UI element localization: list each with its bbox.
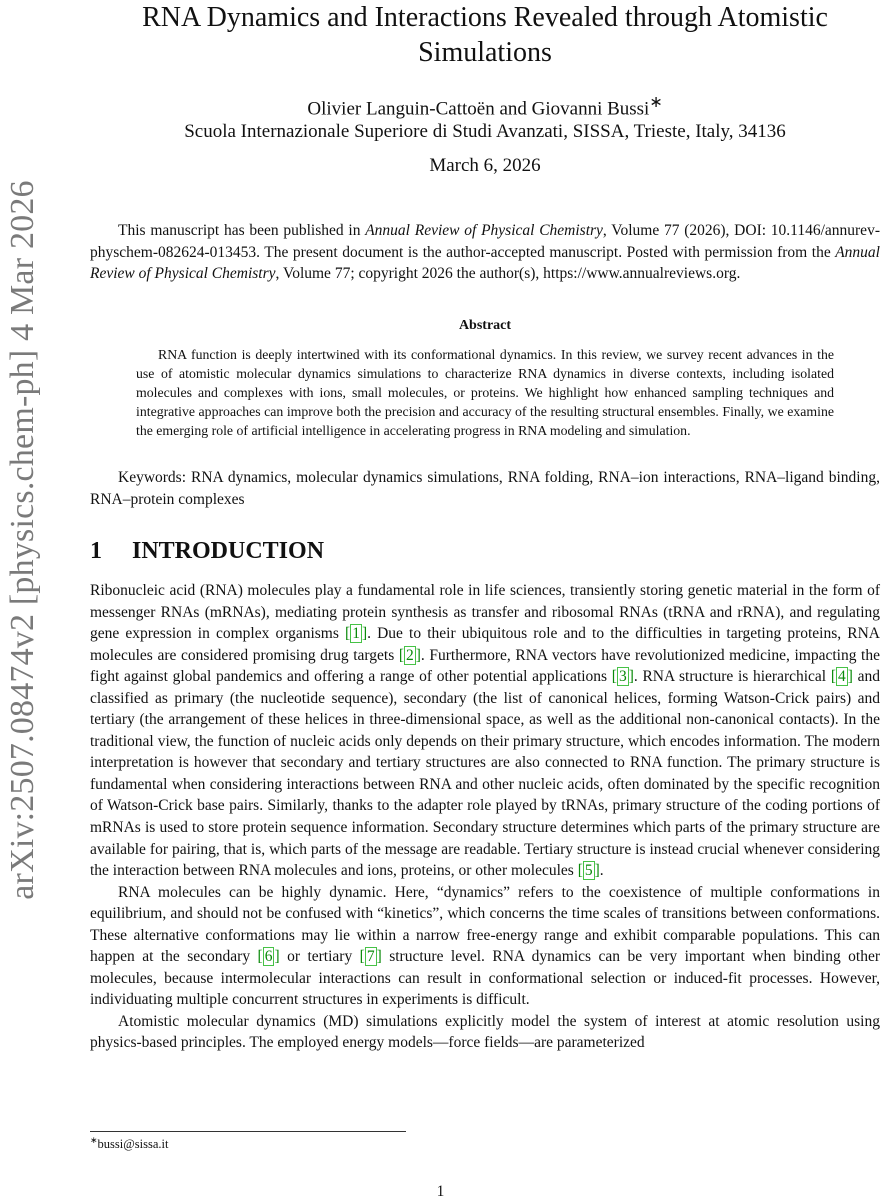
author-block [90,91,880,143]
author-footnote-mark: ∗ [649,94,663,111]
arxiv-side-stamp [0,160,46,920]
arxiv-identifier: arXiv:2507.08474v2 [physics.chem-ph] 4 Mar 2026 [4,180,41,900]
citation-link[interactable]: 3 [618,668,627,686]
footnote-email: bussi@sissa.it [97,1137,169,1152]
body-text [90,580,880,1054]
paragraph: Atomistic molecular dynamics (MD) simulations explicitly model the system of interest at atomic resolution using physics-based principles. The employed energy models—force fields—are parameterized [90,1012,880,1052]
citation-link[interactable]: 7 [366,948,375,966]
section-title: INTRODUCTION [132,538,325,564]
section-heading [90,538,324,565]
citation-link[interactable]: 4 [837,668,846,686]
author-names: Olivier Languin-Cattoën and Giovanni Bussi∗ [307,94,663,120]
footnote-divider [90,1131,406,1132]
keywords: Keywords: RNA dynamics, molecular dynamics simulations, RNA folding, RNA–ion interactions, RNA–ligand binding, RNA–protein complexes [90,469,880,508]
citation-link[interactable]: 2 [406,646,414,664]
citation-link[interactable]: 6 [264,948,273,966]
abstract-text: RNA function is deeply intertwined with its conformational dynamics. In this review, we survey recent advances in the use of atomistic molecular dynamics simulations to characterize RNA dynamics in diverse contexts, including isolated molecules and complexes with ions, small molecules, or proteins. We highlight how enhanced sampling techniques and integrative approaches can improve both the precision and accuracy of the resulting structural ensembles. Finally, we examine the emerging role of artificial intelligence in accelerating progress in RNA modeling and simulation. [136,347,834,438]
footnote [90,1135,168,1152]
journal-name: Annual Review of Physical Chemistry [90,243,880,282]
footnote-mark: ∗ [90,1135,98,1145]
paragraph: RNA molecules can be highly dynamic. Here, “dynamics” refers to the coexistence of multiple conformations in equilibrium, and should not be confused with “kinetics”, which concerns the time scales of transitions between conformations. These alternative conformations may lie within a narrow free-energy range and exhibit comparable populations. This can happen at the secondary [ 6 ] or tertiary [ 7 ] structure level. RNA dynamics can be very important when binding other molecules, because intermolecular interactions can result in conformational selection or induced-fit processes. However, individuating multiple concurrent structures in experiments is difficult. [90,883,880,1009]
affiliation: Scuola Internazionale Superiore di Studi Avanzati, SISSA, Trieste, Italy, 34136 [184,121,786,143]
citation-link[interactable]: 1 [352,625,360,643]
publication-date: March 6, 2026 [429,155,541,176]
paper-title: RNA Dynamics and Interactions Revealed through Atomistic Simulations [142,2,828,68]
paragraph: Ribonucleic acid (RNA) molecules play a fundamental role in life sciences, transiently storing genetic material in the form of messenger RNAs (mRNAs), mediating protein synthesis as transfer and ribosomal RNAs (tRNA and rRNA), and regulating gene expression in complex organisms [ 1 ]. Due to their ubiquitous role and to the difficulties in targeting proteins, RNA molecules are considered promising drug targets [ 2 ]. Furthermore, RNA vectors have revolutionized medicine, impacting the fight against global pandemics and offering a range of other potential applications [ 3 ]. RNA structure is hierarchical [ 4 ] and classified as primary (the nucleotide sequence), secondary (the list of canonical helices, forming Watson-Crick pairs) and tertiary (the arrangement of these helices in three-dimensional space, as well as the additional non-canonical contacts). In the traditional view, the function of nucleic acids only depends on their primary structure, which encodes information. The modern interpretation is however that secondary and tertiary structures are also connected to RNA function. The primary structure is fundamental when considering interactions between RNA and other nucleic acids, often dominated by the specific recognition of Watson-Crick base pairs. Similarly, thanks to the adapter role played by tRNAs, primary structure of the coding portions of mRNAs is used to store protein sequence information. Secondary structure determines which parts of the primary structure are available for pairing, that is, which parts of the message are readable. Tertiary structure is instead crucial whenever considering the interaction between RNA molecules and ions, proteins, or other molecules [ 5 ]. [90,582,880,880]
publication-notice: This manuscript has been published in Annual Review of Physical Chemistry, Volume 77 (2026), DOI: 10.1146/annurev-physchem-082624-013453. The present document is the author-accepted manuscript. Posted with permission from the Annual Review of Physical Chemistry, Volume 77; copyright 2026 the author(s), https://www.annualreviews.org. [90,222,880,282]
page-number: 1 [436,1183,445,1200]
section-number: 1 [90,538,102,564]
citation-link[interactable]: 5 [584,862,593,880]
abstract-heading: Abstract [458,318,512,333]
journal-name: Annual Review of Physical Chemistry [365,222,603,239]
